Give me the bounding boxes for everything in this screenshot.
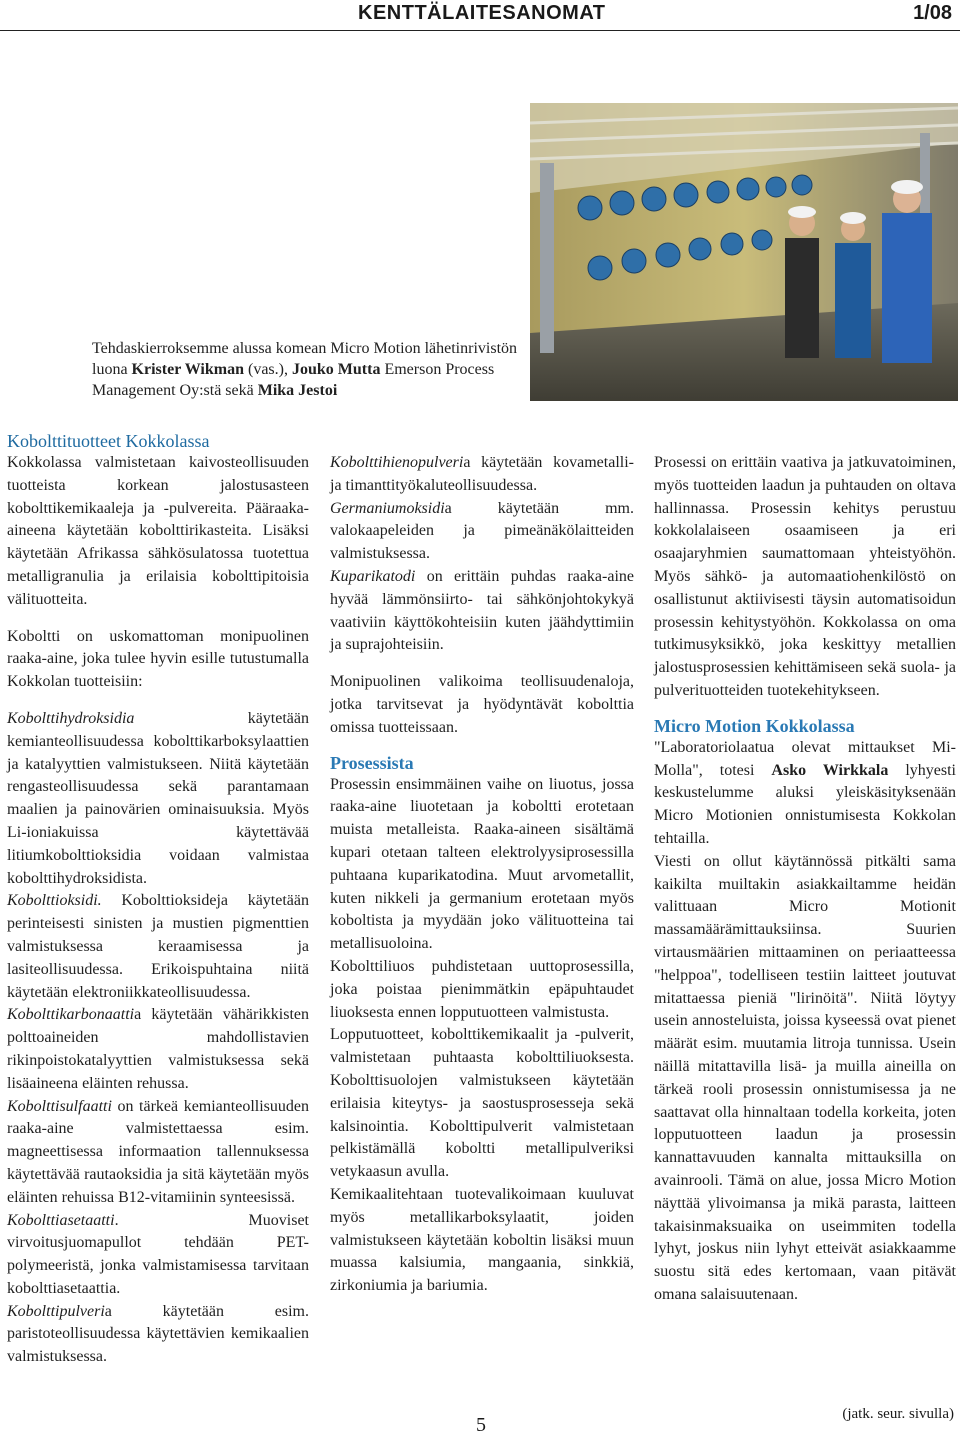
paragraph: Koboltti on uskomattoman monipuolinen raaka-aine, joka tulee hyvin esille tutustumalla Kokkolan tuotteisiin: <box>7 627 309 691</box>
paragraph: Kobolttihydroksidia käytetään kemianteollisuudessa kobolttikarboksylaattien ja katalyyttien valmistukseen. Niitä käytetään rengasteollisuudessa sekä parantamaan maalien ja painovärien ominaisuuksia. Myös Li-ioniakuissa käytettävää litiumkobolttioksidia voidaan valmistaa kobolttihydroksidista. <box>7 709 309 887</box>
column-2 <box>330 452 634 1298</box>
paragraph: Kobolttisulfaatti on tärkeä kemianteollisuuden raaka-aine valmistettaessa esim. magneettisessa informaation tallennuksessa käytettävää rautaoksidia ja sitä käytetään myös eläinten rehuissa B12-vitamiinin synteesissä. <box>7 1097 309 1206</box>
paragraph: Kobolttikarbonaattia käytetään vähärikkisten polttoaineiden mahdollistavien rikinpoistokatalyyttien valmistuksessa sekä lisäaineena eläinten rehussa. <box>7 1006 309 1092</box>
paragraph: Germaniumoksidia käytetään mm. valokaapeleiden ja pimeänäkölaitteiden valmistuksessa. <box>330 499 634 563</box>
section-heading: Kobolttituotteet Kokkolassa <box>7 431 210 451</box>
continued-note: (jatk. seur. sivulla) <box>842 1406 954 1422</box>
paragraph: Kobolttipulveria käytetään esim. paristoteollisuudessa käytettävien kemikaalien valmistuksessa. <box>7 1302 309 1366</box>
publication-title: KENTTÄLAITESANOMAT <box>358 2 606 24</box>
paragraph: Kuparikatodi on erittäin puhdas raaka-aine hyvää lämmönsiirto- tai sähkönjohtokykyä vaativiin käyttökohteisiin kuten jäähdyttimiin ja suprajohteisiin. <box>330 567 634 654</box>
paragraph: Prosessin ensimmäinen vaihe on liuotus, jossa raaka-aine liuotetaan ja koboltti erotetaan muista metalleista. Raaka-aineen sisältämä kupari otetaan talteen elektrolyysiprosessilla puhtaana kuparikatodina. Muut arvometallit, kuten nikkeli ja germanium erotetaan myös koboltista ja myydään joko välituotteina tai metallisuoloina. <box>330 775 634 953</box>
paragraph: Kokkolassa valmistetaan kaivosteollisuuden tuotteista korkean jalostusasteen kobolttikemikaaleja ja -pulvereita. Pääraaka-aineena käytetään kobolttirikasteita. Lisäksi käytetään Afrikassa sähkösulatossa tuotettua metalligranulia ja erilaisia kobolttipitoisia välituotteita. <box>7 454 309 608</box>
caption-name: Krister Wikman <box>131 361 244 378</box>
column-3 <box>654 452 956 1307</box>
paragraph: "Laboratoriolaatua olevat mittaukset Mi-Molla", totesi Asko Wirkkala lyhyesti keskustelumme aluksi yleiskäsityksenään Micro Motionien onnistumisesta Kokkolan tehtailla. <box>654 738 956 847</box>
paragraph: Prosessi on erittäin vaativa ja jatkuvatoiminen, myös tuotteiden laadun ja puhtauden on oltava hallinnassa. Prosessin kehitys perustuu kokkolalaiseen osaamiseen ja eri osaajaryhmien saumattomaan yhteistyöhön. Myös sähkö- ja automaatiohenkilöstö on osallistunut aktiivisesti täysin automatisoidun prosessin kehitystyöhön. Kokkolassa on oma tutkimusyksikkö, joka keskittyy metallien jalostusprosessien kehittämiseen sekä suola- ja pulverituotteiden tuotekehitykseen. <box>654 454 956 699</box>
paragraph: Kobolttiliuos puhdistetaan uuttoprosessilla, joka poistaa pienimmätkin epäpuhtaudet liuoksesta ennen lopputuotteen valmistusta. <box>330 957 634 1021</box>
paragraph: Monipuolinen valikoima teollisuudenaloja, jotka tarvitsevat ja hyödyntävät kobolttia omissa tuotteissaan. <box>330 673 634 736</box>
page-number: 5 <box>476 1414 486 1436</box>
column-1 <box>7 430 309 1369</box>
paragraph: Kobolttihienopulveria käytetään kovametalli- ja timanttityökaluteollisuudessa. <box>330 454 634 494</box>
issue-number: 1/08 <box>913 2 952 24</box>
caption-name: Mika Jestoi <box>257 382 338 399</box>
factory-photo-illustration <box>530 103 958 401</box>
section-heading: Prosessista <box>330 752 414 773</box>
factory-photo <box>530 103 958 401</box>
paragraph: Kobolttiasetaatti. Muoviset virvoitusjuomapullot tehdään PET-polymeeristä, jonka valmistamisessa tarvitaan kobolttiasetaattia. <box>7 1211 309 1297</box>
paragraph: Lopputuotteet, kobolttikemikaalit ja -pulverit, valmistetaan puhtaasta kobolttiliuoksesta. Kobolttisuolojen valmistukseen käytetään erilaisia kiteytys- ja saostusprosesseja sekä kalsinointia. Kobolttipulverit valmistetaan pelkistämällä koboltti metallipulveriksi vetykaasun avulla. <box>330 1026 634 1181</box>
paragraph: Viesti on ollut käytännössä pitkälti sama kaikilta muiltakin asiakkailtamme heidän valittuaan Micro Motionit massamäärämittauksiinsa. Suurien virtausmäärien mittaaminen on periaatteessa "helppoa", todelliseen testiin laitteet joutuvat mitattaessa pieniä "lirinöitä". Niitä löytyy usein annosteluista, joissa kyseessä ovat pienet määrät esim. muutamia litroja tunnissa. Usein näillä mitattavilla lisä- ja muilla aineilla on tärkeä rooli prosessin onnistumisessa ja ne saattavat olla hinnaltaan todella korkeita, joten lopputuotteen laadun ja prosessin kannattavuuden kannalta mittauksilla on avainrooli. Tämä on alue, jossa Micro Motion näyttää ylivoimansa ja mikä parasta, laitteen takaisinmaksuaika on useimmiten todella lyhyt, joskus niin lyhyt etteivät asiakkaamme suostu sitä edes kertomaan, vaan pitävät omana salaisuutenaan. <box>654 852 956 1303</box>
paragraph: Kemikaalitehtaan tuotevalikoimaan kuuluvat myös metallikarboksylaatit, joiden valmistukseen käytetään koboltin lisäksi muun muassa kalsiumia, mangaania, sinkkiä, zirkoniumia ja bariumia. <box>330 1185 634 1295</box>
section-heading: Micro Motion Kokkolassa <box>654 715 855 736</box>
photo-caption: Tehdaskierroksemme alussa komean Micro Motion lähetinrivistön luona Krister Wikman (vas.), Jouko Mutta Emerson Process Management Oy:stä sekä Mika Jestoi <box>92 340 518 399</box>
page-header <box>0 0 960 31</box>
paragraph: Kobolttioksidi. Kobolttioksideja käytetään perinteisesti sinisten ja mustien pigmenttien valmistuksessa keraamisessa ja lasiteollisuudessa. Erikoispuhtaina niitä käytetään elektroniikkateollisuudessa. <box>7 892 309 1001</box>
caption-name: Jouko Mutta <box>291 361 381 378</box>
